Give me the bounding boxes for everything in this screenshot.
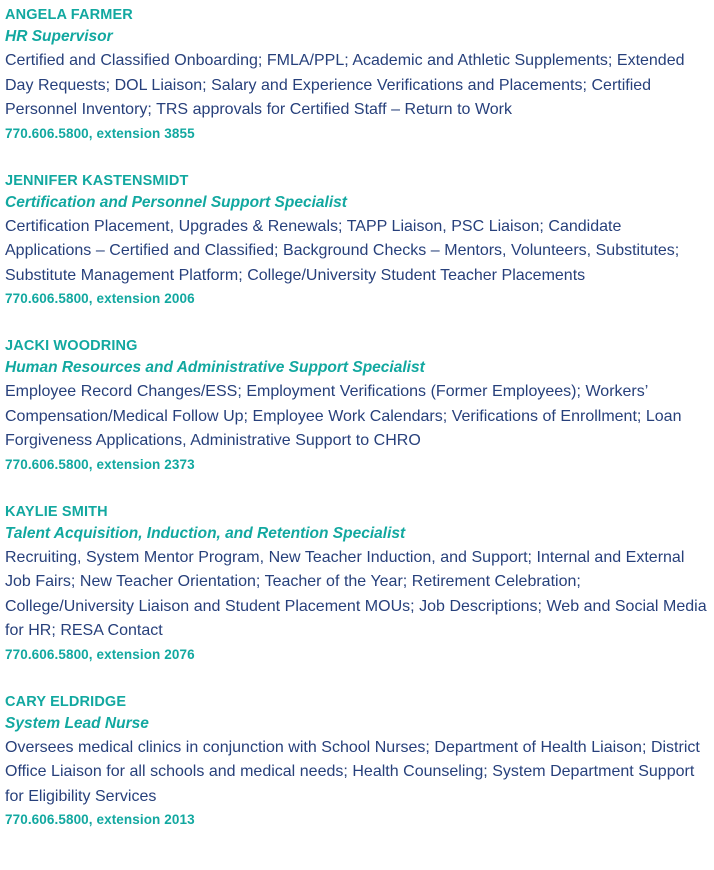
staff-entry	[5, 692, 708, 831]
staff-duties: Employee Record Changes/ESS; Employment Verifications (Former Employees); Workers’ Compensation/Medical Follow Up; Employee Work Calendars; Verifications of Enrollment; Loan Forgiveness Applications, Administrative Support to CHRO	[5, 383, 682, 449]
staff-entry	[5, 336, 708, 475]
staff-entry	[5, 5, 708, 144]
staff-phone: 770.606.5800, extension 3855	[5, 125, 195, 141]
staff-job-title: Human Resources and Administrative Support Specialist	[5, 359, 425, 376]
staff-name: KAYLIE SMITH	[5, 503, 108, 520]
staff-entry	[5, 502, 708, 665]
staff-phone: 770.606.5800, extension 2006	[5, 291, 195, 306]
staff-duties: Certification Placement, Upgrades & Renewals; TAPP Liaison, PSC Liaison; Candidate Applications – Certified and Classified; Background Checks – Mentors, Volunteers, Substitutes; Substitute Management Platform; College/University Student Teacher Placements	[5, 217, 680, 284]
staff-phone: 770.606.5800, extension 2013	[5, 812, 195, 827]
staff-name: JACKI WOODRING	[5, 338, 138, 354]
staff-job-title: HR Supervisor	[5, 28, 113, 45]
staff-phone: 770.606.5800, extension 2373	[5, 456, 195, 472]
staff-duties: Certified and Classified Onboarding; FMLA/PPL; Academic and Athletic Supplements; Extended Day Requests; DOL Liaison; Salary and Experience Verifications and Placements; Certified Personnel Inventory; TRS approvals for Certified Staff – Return to Work	[5, 52, 685, 118]
staff-job-title: Talent Acquisition, Induction, and Retention Specialist	[5, 524, 406, 542]
staff-name: JENNIFER KASTENSMIDT	[5, 172, 189, 189]
staff-entry	[5, 171, 708, 310]
staff-duties: Oversees medical clinics in conjunction with School Nurses; Department of Health Liaison; District Office Liaison for all schools and medical needs; Health Counseling; System Department Support for Eligibility Services	[5, 738, 700, 805]
staff-job-title: Certification and Personnel Support Specialist	[5, 193, 347, 211]
staff-job-title: System Lead Nurse	[5, 714, 149, 732]
staff-name: ANGELA FARMER	[5, 7, 133, 23]
staff-duties: Recruiting, System Mentor Program, New Teacher Induction, and Support; Internal and External Job Fairs; New Teacher Orientation; Teacher of the Year; Retirement Celebration; College/University Liaison and Student Placement MOUs; Job Descriptions; Web and Social Media for HR; RESA Contact	[5, 548, 707, 639]
staff-phone: 770.606.5800, extension 2076	[5, 646, 195, 662]
staff-name: CARY ELDRIDGE	[5, 693, 127, 710]
